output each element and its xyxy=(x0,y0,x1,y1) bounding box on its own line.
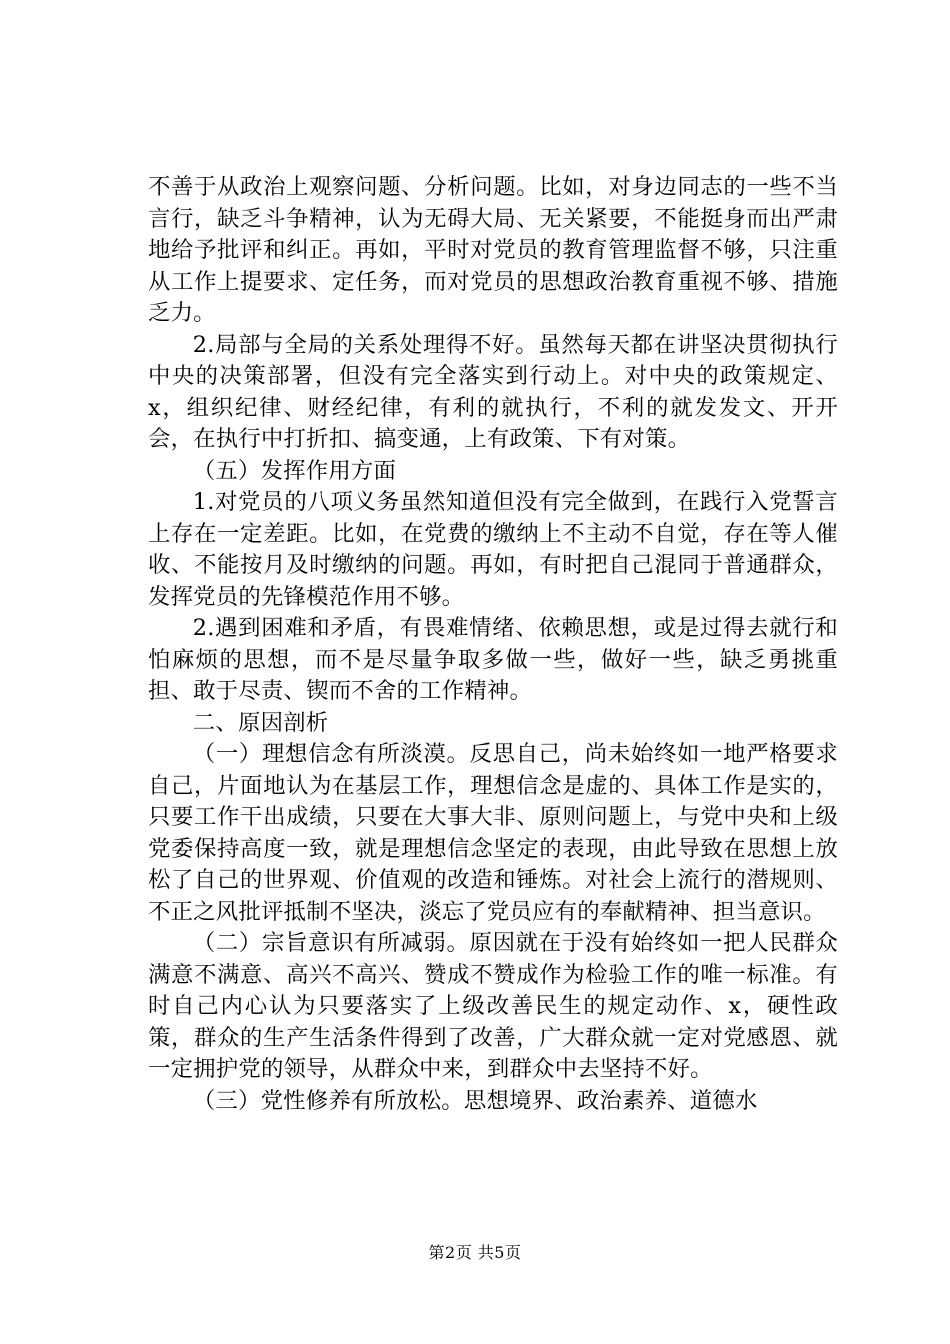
document-body xyxy=(148,172,838,1117)
paragraph-purpose-awareness: （二）宗旨意识有所减弱。原因就在于没有始终如一把人民群众满意不满意、高兴不高兴、赞成不赞成作为检验工作的唯一标准。有时自己内心认为只要落实了上级改善民生的规定动作、x，硬性政策，群众的生产生活条件得到了改善，广大群众就一定对党感恩、就一定拥护党的领导，从群众中来，到群众中去坚持不好。 xyxy=(148,930,838,1082)
section-heading-role: （五）发挥作用方面 xyxy=(192,457,397,484)
paragraph-local-vs-global: 2.局部与全局的关系处理得不好。虽然每天都在讲坚决贯彻执行中央的决策部署，但没有完全落实到行动上。对中央的政策规定、x，组织纪律、财经纪律，有利的就执行，不利的就发发文、开开会，在执行中打折扣、搞变通，上有政策、下有对策。 xyxy=(148,331,838,452)
page-footer xyxy=(0,1243,950,1263)
paragraph-member-obligations: 1.对党员的八项义务虽然知道但没有完全做到，在践行入党誓言上存在一定差距。比如，在党费的缴纳上不主动不自觉，存在等人催收、不能按月及时缴纳的问题。再如，有时把自己混同于普通群众，发挥党员的先锋模范作用不够。 xyxy=(148,489,838,610)
paragraph-ideals-beliefs: （一）理想信念有所淡漠。反思自己，尚未始终如一地严格要求自己，片面地认为在基层工作，理想信念是虚的、具体工作是实的，只要工作干出成绩，只要在大事大非、原则问题上，与党中央和上级党委保持高度一致，就是理想信念坚定的表现，由此导致在思想上放松了自己的世界观、价值观的改造和锤炼。对社会上流行的潜规则、不正之风批评抵制不坚决，淡忘了党员应有的奉献精神、担当意识。 xyxy=(148,741,838,925)
paragraph-party-cultivation: （三）党性修养有所放松。思想境界、政治素养、道德水 xyxy=(192,1087,758,1114)
page-number-label: 第2页 共5页 xyxy=(428,1243,522,1262)
paragraph-difficulties: 2.遇到困难和矛盾，有畏难情绪、依赖思想，或是过得去就行和怕麻烦的思想，而不是尽量争取多做一些，做好一些，缺乏勇挑重担、敢于尽责、锲而不舍的工作精神。 xyxy=(148,615,838,704)
section-heading-cause-analysis: 二、原因剖析 xyxy=(192,709,329,736)
paragraph-continuation: 不善于从政治上观察问题、分析问题。比如，对身边同志的一些不当言行，缺乏斗争精神，认为无碍大局、无关紧要，不能挺身而出严肃地给予批评和纠正。再如，平时对党员的教育管理监督不够，只注重从工作上提要求、定任务，而对党员的思想政治教育重视不够、措施乏力。 xyxy=(148,174,838,326)
